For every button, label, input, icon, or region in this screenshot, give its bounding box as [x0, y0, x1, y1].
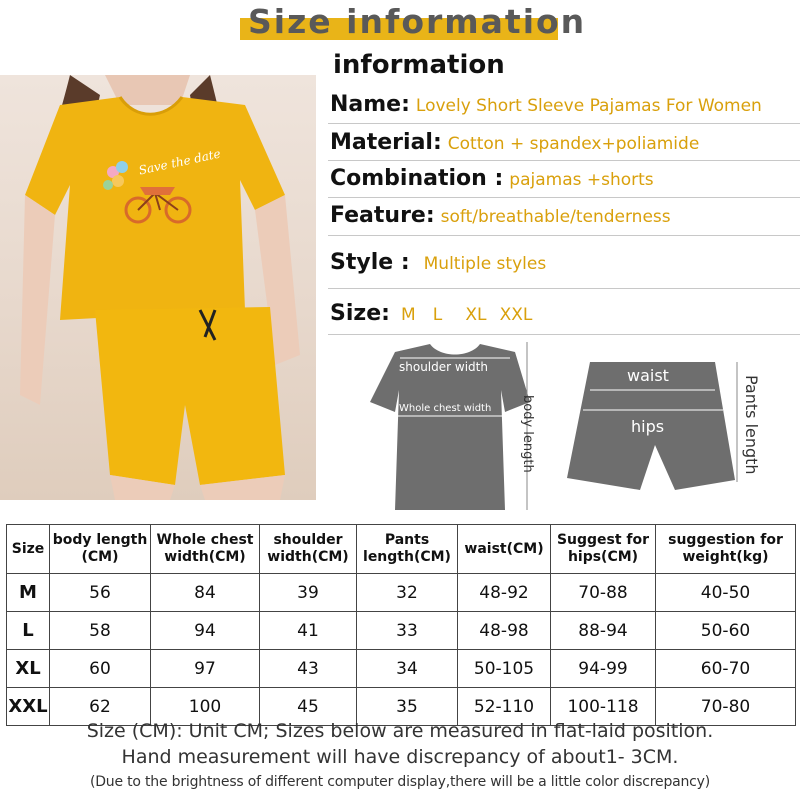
header-suggest-hips: Suggest for hips(CM)	[551, 525, 656, 574]
header-body-length: body length (CM)	[50, 525, 151, 574]
shoulder-width-cell: 43	[260, 650, 357, 688]
info-key-style: Style :	[330, 250, 410, 275]
hips-label: hips	[631, 417, 665, 436]
chest-width-cell: 94	[151, 612, 260, 650]
pants-length-cell: 33	[357, 612, 458, 650]
info-row-size	[330, 301, 532, 326]
body-length-cell: 56	[50, 574, 151, 612]
size-option-xxl: XXL	[499, 305, 533, 325]
waist-cell: 52-110	[458, 688, 551, 726]
pants-length-label: Pants length	[742, 375, 761, 475]
info-value-feature: soft/breathable/tenderness	[440, 207, 671, 227]
divider	[328, 197, 800, 198]
divider	[328, 334, 800, 335]
chest-width-cell: 97	[151, 650, 260, 688]
info-key-size: Size:	[330, 301, 390, 326]
body-length-cell: 58	[50, 612, 151, 650]
hips-cell: 70-88	[551, 574, 656, 612]
size-option-xl: XL	[465, 305, 487, 325]
size-cell: XL	[7, 650, 50, 688]
shoulder-width-label: shoulder width	[399, 360, 488, 374]
divider	[328, 160, 800, 161]
info-value-name: Lovely Short Sleeve Pajamas For Women	[415, 96, 762, 116]
body-length-cell: 60	[50, 650, 151, 688]
header-pants-length: Pants length(CM)	[357, 525, 458, 574]
waist-cell: 48-92	[458, 574, 551, 612]
hips-cell: 88-94	[551, 612, 656, 650]
chest-width-cell: 84	[151, 574, 260, 612]
pants-length-cell: 35	[357, 688, 458, 726]
waist-cell: 50-105	[458, 650, 551, 688]
header-size: Size	[7, 525, 50, 574]
shoulder-width-cell: 39	[260, 574, 357, 612]
info-key-feature: Feature:	[330, 203, 435, 228]
header-waist: waist(CM)	[458, 525, 551, 574]
waist-label: waist	[627, 366, 669, 385]
shoulder-width-cell: 45	[260, 688, 357, 726]
size-cell: XXL	[7, 688, 50, 726]
header-shoulder-width: shoulder width(CM)	[260, 525, 357, 574]
info-row-style	[330, 250, 546, 275]
info-row-feature	[330, 203, 671, 228]
note-color: (Due to the brightness of different computer display,there will be a little color discrepancy)	[89, 774, 711, 790]
table-header-row	[7, 525, 796, 574]
info-row-combination	[330, 166, 654, 191]
table-row	[7, 574, 796, 612]
body-length-cell: 62	[50, 688, 151, 726]
size-table	[6, 524, 796, 726]
weight-cell: 70-80	[656, 688, 796, 726]
chest-width-cell: 100	[151, 688, 260, 726]
model-illustration	[0, 75, 316, 500]
header-suggest-weight: suggestion for weight(kg)	[656, 525, 796, 574]
chest-width-label: Whole chest width	[399, 403, 492, 414]
shirt-print-text: Save the date	[137, 146, 222, 178]
shoulder-width-cell: 41	[260, 612, 357, 650]
body-length-label: body length	[520, 395, 535, 473]
info-heading: information	[333, 50, 505, 80]
size-cell: L	[7, 612, 50, 650]
weight-cell: 60-70	[656, 650, 796, 688]
info-row-name	[330, 92, 762, 117]
shorts-diagram	[565, 360, 790, 495]
table-row	[7, 650, 796, 688]
weight-cell: 40-50	[656, 574, 796, 612]
info-value-material: Cotton + spandex+poliamide	[447, 134, 700, 154]
info-key-combination: Combination :	[330, 166, 504, 191]
info-value-combination: pajamas +shorts	[509, 170, 654, 190]
pants-length-cell: 32	[357, 574, 458, 612]
info-key-material: Material:	[330, 130, 442, 155]
weight-cell: 50-60	[656, 612, 796, 650]
divider	[328, 288, 800, 289]
waist-cell: 48-98	[458, 612, 551, 650]
info-value-style: Multiple styles	[423, 254, 547, 274]
size-option-m: M	[401, 305, 416, 325]
pants-length-cell: 34	[357, 650, 458, 688]
info-key-name: Name:	[330, 92, 410, 117]
hips-cell: 94-99	[551, 650, 656, 688]
size-option-l: L	[432, 305, 443, 325]
shirt-diagram	[355, 340, 555, 515]
note-unit: Size (CM): Unit CM; Sizes below are measured in flat-laid position.	[86, 720, 714, 742]
size-cell: M	[7, 574, 50, 612]
note-discrepancy: Hand measurement will have discrepancy of about1- 3CM.	[121, 746, 679, 768]
info-row-material	[330, 130, 699, 155]
page-title: Size information	[248, 2, 587, 41]
header-chest-width: Whole chest width(CM)	[151, 525, 260, 574]
divider	[328, 235, 800, 236]
table-row	[7, 612, 796, 650]
product-photo	[0, 75, 316, 500]
divider	[328, 123, 800, 124]
hips-cell: 100-118	[551, 688, 656, 726]
